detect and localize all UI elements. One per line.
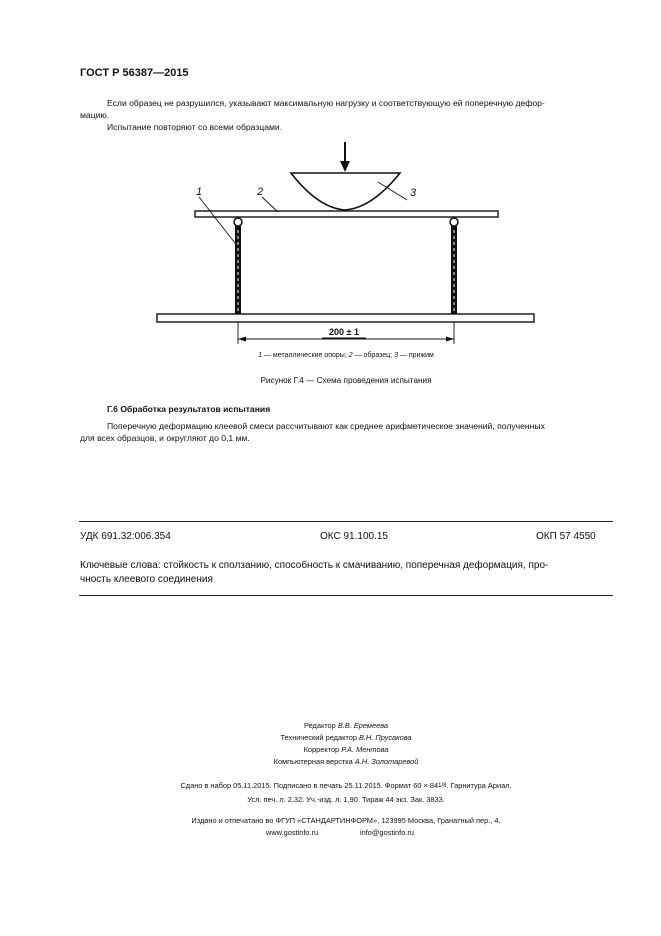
legend-text-1: — металлические опоры; <box>262 352 349 359</box>
tech-editor-credit <box>79 732 613 744</box>
legend-num-2: 2 <box>348 352 353 359</box>
imprint-line-3: Издано и отпечатано во ФГУП «СТАНДАРТИНФОРМ», 123995 Москва, Гранатный пер., 4. <box>191 816 501 825</box>
base-plate <box>157 314 534 322</box>
right-metal-support <box>450 218 458 314</box>
document-header: ГОСТ Р 56387—2015 <box>80 67 189 79</box>
corrector-credit <box>79 744 613 756</box>
section-line-1: Поперечную деформацию клеевой смеси рассчитывают как среднее арифметическое значений, полученных <box>107 421 545 431</box>
layout-name: А.Н. Золотаревой <box>354 757 419 766</box>
pressing-element <box>291 173 400 210</box>
figure-caption: Рисунок Г.4 — Схема проведения испытания <box>260 376 432 385</box>
editor-role: Редактор <box>303 721 338 730</box>
editor-name: В.В. Еремеева <box>337 721 389 730</box>
figure-label-1: 1 <box>196 186 203 198</box>
leader-line-2 <box>262 197 278 212</box>
tech-editor-name: В.Н. Прусакова <box>358 733 412 742</box>
imprint-line-1 <box>79 780 613 793</box>
corrector-name: Р.А. Ментова <box>341 745 389 754</box>
section-title: Г.6 Обработка результатов испытания <box>107 404 271 414</box>
figure-label-2: 2 <box>257 186 264 198</box>
keywords-line-1: Ключевые слова: стойкость к сползанию, способность к смачиванию, поперечная деформация, про- <box>80 560 549 571</box>
top-rule <box>79 521 613 522</box>
section-line-2: для всех образцов, и округляют до 0,1 мм. <box>80 433 250 443</box>
legend-text-2: — образец; <box>352 352 395 359</box>
corrector-role: Корректор <box>303 745 342 754</box>
sample-plate <box>195 211 498 217</box>
imprint-line-2: Усл. печ. л. 2,32. Уч.-изд. л. 1,90. Тираж 44 экз. Зак. 3833. <box>247 795 445 804</box>
test-scheme-figure <box>0 130 661 350</box>
paragraph-1-line-2: мацию. <box>80 110 110 120</box>
layout-role: Компьютерная верстка <box>273 757 355 766</box>
email-link[interactable]: info@gostinfo.ru <box>360 828 414 837</box>
format-fraction: 1/8 <box>438 783 447 789</box>
figure-label-3: 3 <box>410 187 417 199</box>
layout-credit <box>79 756 613 768</box>
legend-num-1: 1 <box>258 352 263 359</box>
editor-credit <box>79 720 613 732</box>
paragraph-2: Испытание повторяют со всеми образцами. <box>107 122 283 132</box>
okp-code: ОКП 57 4550 <box>536 531 596 542</box>
leader-line-1 <box>199 197 235 243</box>
load-arrow <box>340 142 350 172</box>
paragraph-1-line-1: Если образец не разрушился, указывают максимальную нагрузку и соответствующую ей поперечную дефор- <box>107 98 545 108</box>
dimension-label: 200 ± 1 <box>329 327 359 337</box>
keywords-line-2: чность клеевого соединения <box>80 574 213 585</box>
legend-num-3: 3 <box>394 352 398 359</box>
website-link[interactable]: www.gostinfo.ru <box>266 828 319 837</box>
legend-text-3: — прижим <box>397 352 434 359</box>
udk-code: УДК 691.32:006.354 <box>80 531 171 542</box>
oks-code: ОКС 91.100.15 <box>320 531 388 542</box>
tech-editor-role: Технический редактор <box>280 733 359 742</box>
left-metal-support <box>234 218 242 314</box>
imprint-line-1-b: . Гарнитура Ариал. <box>446 781 512 791</box>
imprint-line-1-a: Сдано в набор 05.11.2015. Подписано в печать 25.11.2015. Формат 60 × 84 <box>180 781 439 791</box>
figure-legend <box>79 352 613 359</box>
bottom-rule <box>79 595 613 596</box>
